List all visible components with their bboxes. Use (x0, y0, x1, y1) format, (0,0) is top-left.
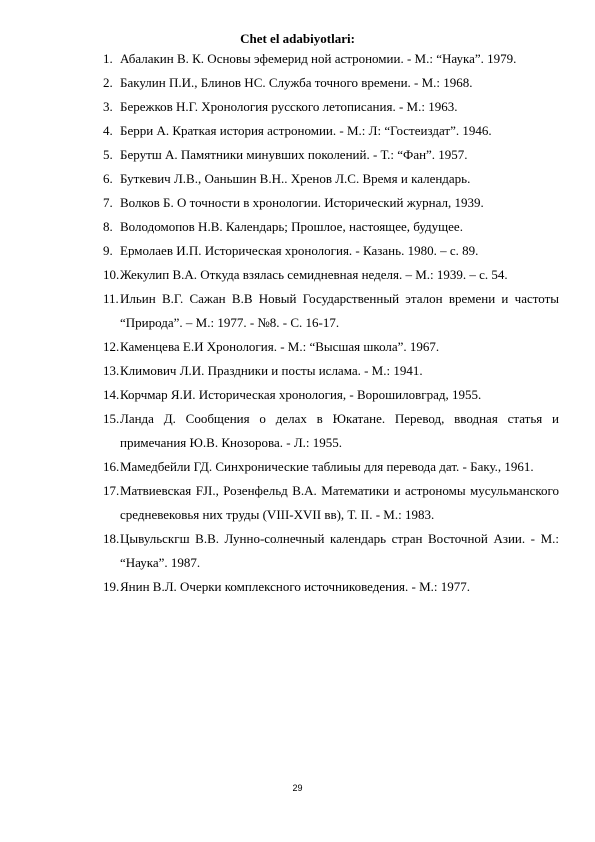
item-number: 9. (103, 243, 113, 258)
item-number: 12. (103, 339, 120, 354)
item-number: 14. (103, 387, 120, 402)
list-item (103, 479, 559, 527)
item-text: Берри А. Краткая история астрономии. - М.: Л: “Гостеиздат”. 1946. (120, 123, 492, 138)
list-item (103, 71, 559, 95)
item-number: 3. (103, 99, 113, 114)
item-text: Матвиевская FJI., Розенфельд В.А. Математики и астрономы мусульманского средневековья них труды (VIII-XVII вв), Т. II. - М.: 1983. (120, 483, 559, 522)
item-text: Ермолаев И.П. Историческая хронология. - Казань. 1980. – с. 89. (120, 243, 479, 258)
item-text: Волков Б. О точности в хронологии. Исторический журнал, 1939. (120, 195, 484, 210)
list-item (103, 359, 559, 383)
list-item (103, 407, 559, 455)
list-item (103, 95, 559, 119)
item-number: 7. (103, 195, 113, 210)
item-number: 1. (103, 51, 113, 66)
item-text: Володомопов Н.В. Календарь; Прошлое, настоящее, будущее. (120, 219, 463, 234)
list-item (103, 215, 559, 239)
item-text: Бережков Н.Г. Хронология русского летописания. - М.: 1963. (120, 99, 458, 114)
list-item (103, 239, 559, 263)
list-item (103, 383, 559, 407)
item-text: Жекулип В.А. Откуда взялась семидневная неделя. – М.: 1939. – с. 54. (120, 267, 508, 282)
item-number: 17. (103, 483, 120, 498)
item-text: Ильин В.Г. Сажан В.В Новый Государственный эталон времени и частоты “Природа”. – М.: 1977. - №8. - С. 16-17. (120, 291, 559, 330)
reference-list (103, 47, 559, 599)
item-number: 2. (103, 75, 113, 90)
list-item (103, 455, 559, 479)
item-number: 10. (103, 267, 120, 282)
list-item (103, 119, 559, 143)
item-number: 11. (103, 291, 119, 306)
page-title: Chet el adabiyotlari: (240, 31, 355, 46)
list-item (103, 143, 559, 167)
item-number: 5. (103, 147, 113, 162)
item-number: 16. (103, 459, 120, 474)
item-number: 13. (103, 363, 120, 378)
item-text: Бакулин П.И., Блинов НС. Служба точного времени. - М.: 1968. (120, 75, 473, 90)
page-number: 29 (292, 783, 303, 793)
item-text: Абалакин В. К. Основы эфемерид ной астрономии. - М.: “Наука”. 1979. (120, 51, 517, 66)
item-text: Буткевич Л.В., Оаньшин В.Н.. Хренов Л.С. Время и календарь. (120, 171, 471, 186)
list-item (103, 167, 559, 191)
item-text: Климович Л.И. Праздники и посты ислама. - М.: 1941. (120, 363, 423, 378)
item-number: 19. (103, 579, 120, 594)
item-text: Каменцева Е.И Хронология. - М.: “Высшая школа”. 1967. (120, 339, 440, 354)
item-text: Берутш А. Памятники минувших поколений. - Т.: “Фан”. 1957. (120, 147, 468, 162)
item-text: Ланда Д. Сообщения о делах в Юкатане. Перевод, вводная статья и примечания Ю.В. Кнозорова. - Л.: 1955. (120, 411, 559, 450)
item-text: Корчмар Я.И. Историческая хронология, - Ворошиловград, 1955. (120, 387, 482, 402)
list-item (103, 527, 559, 575)
item-number: 8. (103, 219, 113, 234)
list-item (103, 335, 559, 359)
item-text: Янин В.Л. Очерки комплексного источниковедения. - М.: 1977. (120, 579, 471, 594)
list-item (103, 287, 559, 335)
item-number: 15. (103, 411, 120, 426)
list-item (103, 263, 559, 287)
item-number: 4. (103, 123, 113, 138)
item-number: 18. (103, 531, 120, 546)
list-item (103, 191, 559, 215)
item-text: Цывульскгш В.В. Лунно-солнечный календарь стран Восточной Азии. - М.: “Наука”. 1987. (120, 531, 559, 570)
item-text: Мамедбейли ГД. Синхронические таблиыы для перевода дат. - Баку., 1961. (120, 459, 534, 474)
list-item (103, 575, 559, 599)
item-number: 6. (103, 171, 113, 186)
list-item (103, 47, 559, 71)
